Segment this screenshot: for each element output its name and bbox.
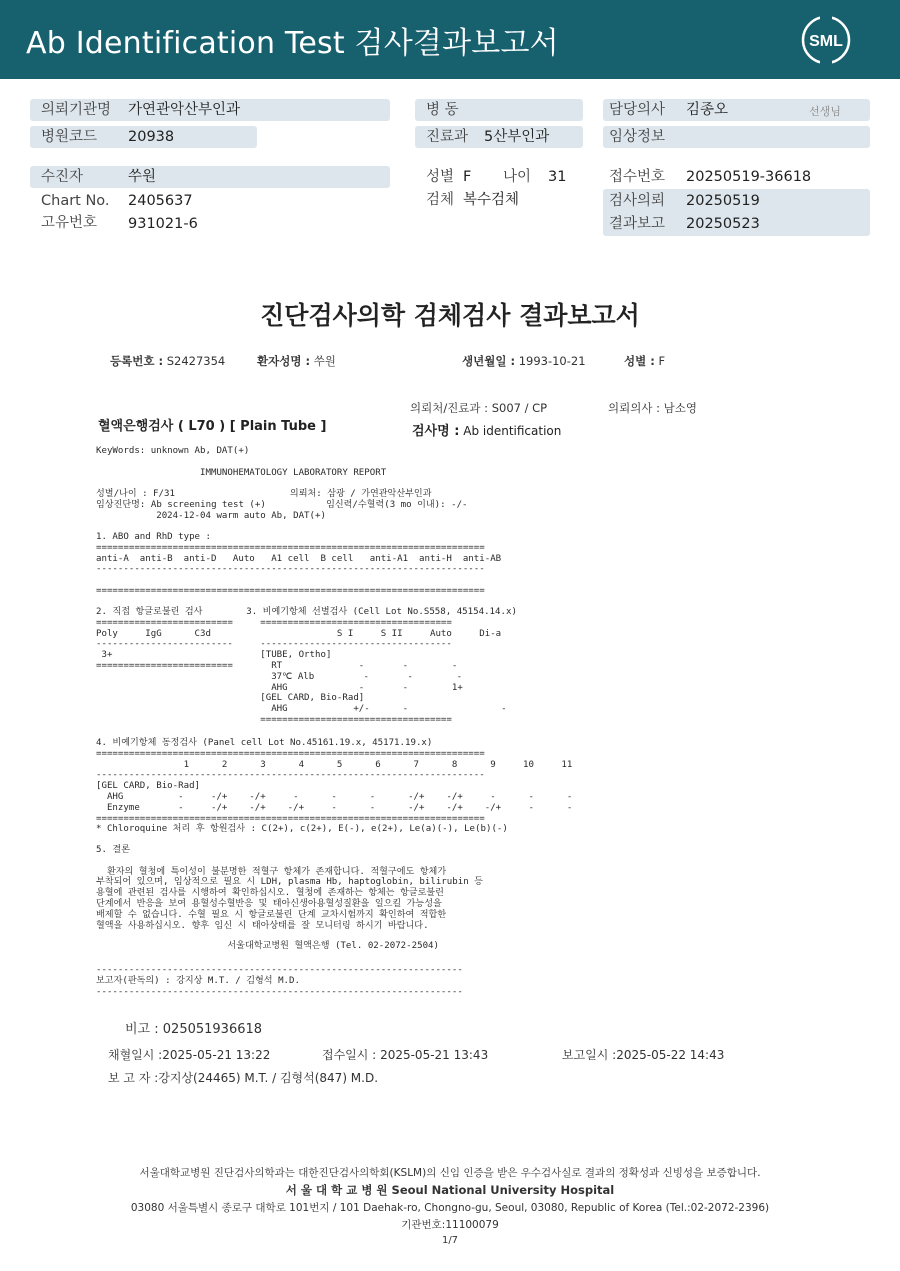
- receipt-time: [322, 1046, 488, 1063]
- blood-bank-line: 서울대학교병원 혈액은행 (Tel. 02-2072-2504): [96, 941, 440, 951]
- patient-name-info: [257, 353, 336, 369]
- collection-value: 2025-05-21 13:22: [162, 1048, 271, 1062]
- registration-info: [110, 353, 225, 369]
- reporter: [108, 1069, 378, 1086]
- lab-report-heading: IMMUNOHEMATOLOGY LABORATORY REPORT: [96, 468, 387, 478]
- remark: [125, 1018, 262, 1037]
- specimen-value: 복수검체: [463, 192, 520, 208]
- report-header: [0, 0, 900, 79]
- institution-number: 기관번호:11100079: [401, 1219, 499, 1231]
- remark-value: 025051936618: [162, 1022, 263, 1037]
- sml-logo: [800, 14, 852, 66]
- registration-label: 등록번호 :: [110, 354, 164, 368]
- request-doctor-text: 의뢰의사 : 남소영: [608, 401, 697, 415]
- report-header-title: Ab Identification Test 검사결과보고서: [26, 26, 559, 61]
- abo-rhd-block: 1. ABO and RhD type : ======================================================================= anti-A anti-B anti-D Auto A1 cell B cell anti-A1 anti-H anti-AB ----------------------------------------------------------------------- =======================================================================: [96, 532, 502, 596]
- specimen-label: 검체: [426, 192, 455, 208]
- age-label: 나이: [503, 169, 532, 185]
- patient-value: 쑤원: [128, 169, 157, 185]
- doctor-suffix: 선생님: [809, 105, 841, 118]
- section-title: 혈액은행검사 ( L70 ) [ Plain Tube ]: [98, 419, 327, 434]
- hospital-address: 03080 서울특별시 종로구 대학로 101번지 / 101 Daehak-ro, Chongno-gu, Seoul, 03080, Republic of Korea (Tel.:02-2072-2396): [130, 1202, 770, 1214]
- remark-label: 비고 :: [125, 1022, 159, 1037]
- unique-no-label: 고유번호: [41, 215, 98, 231]
- keywords: KeyWords: unknown Ab, DAT(+): [96, 446, 250, 456]
- patient-summary-block: 성별/나이 : F/31 의뢰처: 삼광 / 가연관악산부인과 임상진단명: Ab screening test (+) 임신력/수혈력(3 mo 이내): -/- 2024-12-04 warm auto Ab, DAT(+): [96, 489, 468, 521]
- age-value: 31: [548, 169, 567, 185]
- patient-name-label: 환자성명 :: [257, 354, 311, 368]
- receipt-no-label: 접수번호: [609, 169, 666, 185]
- patient-name-value: 쑤원: [313, 354, 336, 368]
- result-date-value: 20250523: [686, 216, 760, 232]
- reporter-block: ------------------------------------------------------------------- 보고자(판독의) : 강지상 M.T. / 김형석 M.D. -------------------------------------------------------------------: [96, 965, 463, 997]
- hospital-name: 서 울 대 학 교 병 원 Seoul National University Hospital: [285, 1183, 615, 1197]
- sml-logo-text: SML: [809, 33, 843, 50]
- report-sex-label: 성별 :: [624, 354, 655, 368]
- unique-no-value: 931021-6: [128, 216, 198, 232]
- conclusion-block: 5. 결론 환자의 혈청에 특이성이 불분명한 적혈구 항체가 존재합니다. 적혈구에도 항체가 부착되어 있으며, 임상적으로 필요 시 LDH, plasma Hb, haptoglobin, bilirubin 등 용혈에 관련된 검사를 시행하여 확인하십시오. 혈청에 존재하는 항체는 항글로불린 단계에서 반응을 보여 용혈성수혈반응 및 태아신생아용혈성질환을 일으킬 가능성을 배제할 수 없습니다. 수혈 필요 시 항글로불린 단계 교차시험까지 확인하여 적합한 혈액을 사용하십시오. 향후 임신 시 태아상태를 잘 모니터링 하시기 바랍니다.: [96, 845, 483, 931]
- report-title: 진단검사의학 검체검사 결과보고서: [260, 301, 640, 330]
- sex-value: F: [463, 169, 472, 185]
- collection-label: 채혈일시 :: [108, 1048, 163, 1062]
- hospital-code-value: 20938: [128, 129, 175, 145]
- report-time: [562, 1046, 724, 1063]
- patient-label: 수진자: [41, 169, 84, 185]
- department-label: 진료과: [426, 129, 469, 145]
- birth-info: [462, 353, 586, 369]
- patient-row-bg: [30, 166, 390, 188]
- receipt-time-label: 접수일시 :: [322, 1048, 377, 1062]
- collection-time: [108, 1046, 270, 1063]
- doctor-value: 김종오: [686, 102, 729, 118]
- institution-value: 가연관악산부인과: [128, 102, 241, 118]
- test-name-value: Ab identification: [463, 424, 562, 438]
- certification-text: 서울대학교병원 진단검사의학과는 대한진단검사의학회(KSLM)의 신임 인증을 받은 우수검사실로 결과의 정확성과 신빙성을 보증합니다.: [139, 1167, 761, 1179]
- institution-label: 의뢰기관명: [41, 102, 112, 118]
- doctor-label: 담당의사: [609, 102, 666, 118]
- antibody-identification-block: 4. 비예기항체 동정검사 (Panel cell Lot No.45161.19.x, 45171.19.x) ======================================================================= 1 2 3 4 5 6 7 8 9 10 11 ----------------------------------------------------------------------- [GEL CARD, Bio-Rad] AHG - -/+ -/+ - - - -/+ -/+ - - - Enzyme - -/+ -/+ -/+ - - -/+ -/+ -/+ - - ======================================================================= * Chloroquine 처리 후 항원검사 : C(2+), c(2+), E(-), e(2+), Le(a)(-), Le(b)(-): [96, 738, 573, 835]
- sex-label: 성별: [426, 169, 455, 185]
- birth-label: 생년월일 :: [462, 354, 516, 368]
- dat-screening-block: 2. 직접 항글로불린 검사 3. 비예기항체 선별검사 (Cell Lot No.S558, 45154.14.x) ========================= =================================== Poly IgG C3d S I S II Auto Di-a ------------------------- ----------------------------------- 3+ [TUBE, Ortho] ========================= RT - - - 37℃ Alb - - - AHG - - 1+ [GEL CARD, Bio-Rad] AHG +/- - - ===================================: [96, 607, 517, 725]
- clinical-label: 임상정보: [609, 129, 666, 145]
- request-date-value: 20250519: [686, 193, 760, 209]
- receipt-time-value: 2025-05-21 13:43: [380, 1048, 489, 1062]
- chart-no-label: Chart No.: [41, 193, 110, 209]
- ward-label: 병 동: [426, 102, 459, 118]
- report-time-label: 보고일시 :: [562, 1048, 617, 1062]
- reporter-value: 강지상(24465) M.T. / 김형석(847) M.D.: [158, 1071, 379, 1085]
- chart-no-value: 2405637: [128, 193, 193, 209]
- page-number: 1/7: [441, 1235, 459, 1246]
- receipt-no-value: 20250519-36618: [686, 169, 812, 185]
- department-value: 5산부인과: [484, 129, 550, 145]
- birth-value: 1993-10-21: [518, 354, 586, 368]
- result-date-label: 결과보고: [609, 216, 666, 232]
- registration-value: S2427354: [166, 354, 226, 368]
- report-sex-info: [624, 353, 665, 369]
- report-sex-value: F: [658, 354, 666, 368]
- reporter-label: 보 고 자 :: [108, 1071, 159, 1085]
- request-dept-text: 의뢰처/진료과 : S007 / CP: [410, 401, 548, 415]
- request-date-label: 검사의뢰: [609, 193, 666, 209]
- hospital-code-label: 병원코드: [41, 129, 98, 145]
- test-name-label: 검사명 :: [412, 424, 460, 439]
- test-name: [412, 420, 561, 439]
- report-time-value: 2025-05-22 14:43: [616, 1048, 725, 1062]
